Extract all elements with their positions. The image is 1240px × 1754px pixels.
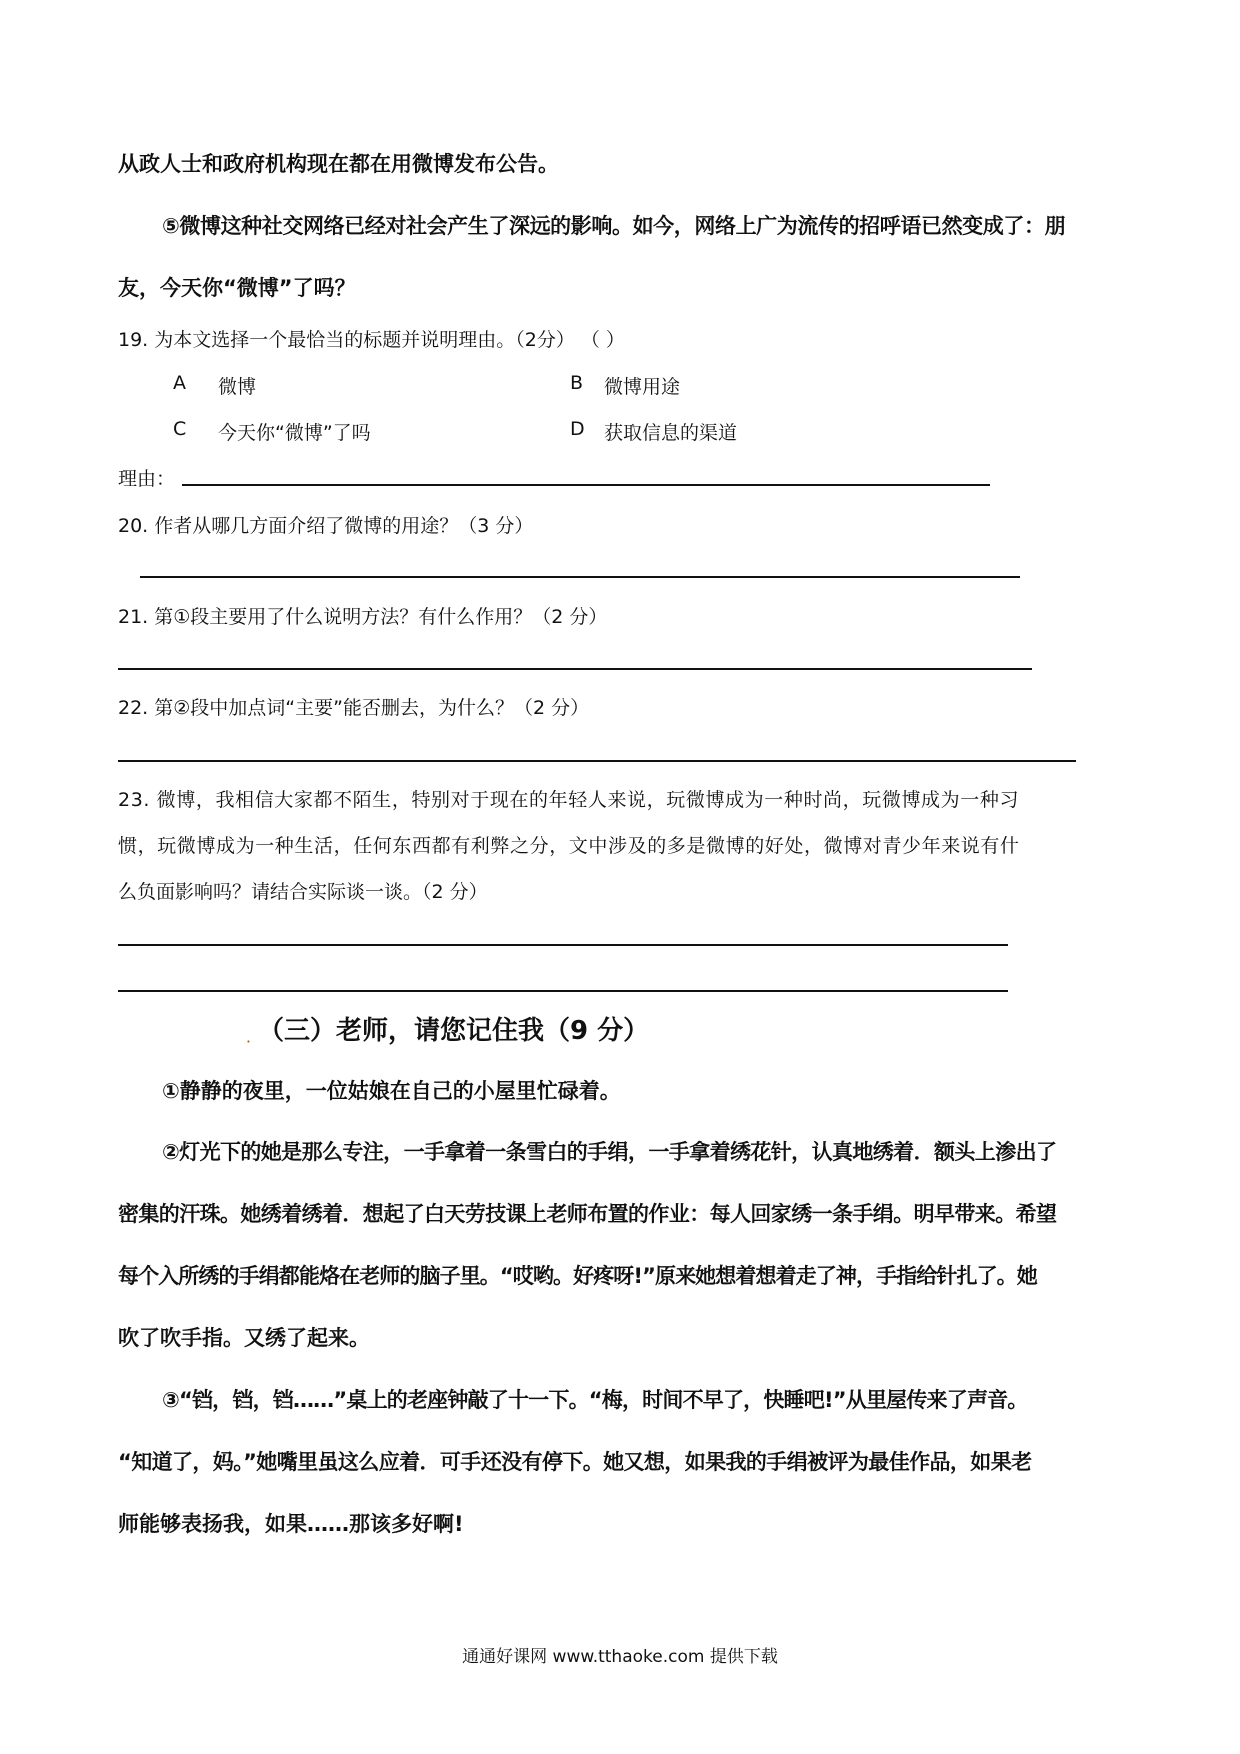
q19-option-d-letter: D bbox=[570, 418, 585, 440]
section3-title: （三）老师，请您记住我（9 分） bbox=[258, 1016, 650, 1046]
question-23-line1: 23. 微博，我相信大家都不陌生，特别对于现在的年轻人来说，玩微博成为一种时尚，玩微博成为一种习 bbox=[118, 789, 1020, 811]
question-22-stem: 22. 第②段中加点词“主要”能否删去，为什么？（2 分） bbox=[118, 697, 590, 719]
section3-p2-line2: 密集的汗珠。她绣着绣着．想起了白天劳技课上老师布置的作业：每人回家绣一条手绢。明早带来。希望 bbox=[118, 1202, 1057, 1226]
passage-p4-tail: 从政人士和政府机构现在都在用微博发布公告。 bbox=[118, 152, 559, 176]
q19-option-c-letter: C bbox=[173, 418, 187, 440]
page-footer: 通通好课网 www.tthaoke.com 提供下载 bbox=[462, 1647, 778, 1667]
q19-answer-line[interactable] bbox=[182, 484, 990, 486]
question-20-stem: 20. 作者从哪几方面介绍了微博的用途？（3 分） bbox=[118, 515, 534, 537]
passage-p5-line1: ⑤微博这种社交网络已经对社会产生了深远的影响。如今，网络上广为流传的招呼语已然变成了：朋 bbox=[162, 214, 1066, 238]
section3-p2-line1: ②灯光下的她是那么专注，一手拿着一条雪白的手绢，一手拿着绣花针，认真地绣着．额头上渗出了 bbox=[162, 1140, 1057, 1164]
q21-answer-line[interactable] bbox=[118, 668, 1032, 670]
q20-answer-line[interactable] bbox=[140, 576, 1020, 578]
section3-p1: ①静静的夜里，一位姑娘在自己的小屋里忙碌着。 bbox=[162, 1079, 621, 1103]
q19-option-b-letter: B bbox=[570, 372, 584, 394]
q23-answer-line-1[interactable] bbox=[118, 944, 1008, 946]
question-23-line2: 惯，玩微博成为一种生活，任何东西都有利弊之分，文中涉及的多是微博的好处，微博对青少年来说有什 bbox=[118, 835, 1020, 857]
q19-option-a-text: 微博 bbox=[218, 376, 257, 398]
section3-marker: ． bbox=[246, 1027, 263, 1046]
passage-p5-line2: 友，今天你“微博”了吗？ bbox=[118, 276, 356, 300]
question-21-stem: 21. 第①段主要用了什么说明方法？有什么作用？（2 分） bbox=[118, 606, 608, 628]
q19-option-c-text: 今天你“微博”了吗 bbox=[218, 422, 371, 444]
q19-option-d-text: 获取信息的渠道 bbox=[604, 422, 738, 444]
section3-p2-line4: 吹了吹手指。又绣了起来。 bbox=[118, 1326, 370, 1350]
q22-answer-line[interactable] bbox=[118, 760, 1076, 762]
q19-option-b-text: 微博用途 bbox=[604, 376, 681, 398]
question-19-stem: 19. 为本文选择一个最恰当的标题并说明理由。（2分） （ ） bbox=[118, 329, 625, 351]
section3-p3-line1: ③“铛，铛，铛……”桌上的老座钟敲了十一下。“梅，时间不早了，快睡吧!”从里屋传来了声音。 bbox=[162, 1388, 1028, 1412]
section3-p3-line2: “知道了，妈。”她嘴里虽这么应着．可手还没有停下。她又想，如果我的手绢被评为最佳作品，如果老 bbox=[118, 1450, 1032, 1474]
q19-reason-label: 理由： bbox=[118, 468, 176, 490]
section3-p2-line3: 每个入所绣的手绢都能烙在老师的脑子里。“哎哟。好疼呀!”原来她想着想着走了神，手指给针扎了。她 bbox=[118, 1264, 1037, 1288]
section3-p3-line3: 师能够表扬我，如果……那该多好啊! bbox=[118, 1512, 464, 1536]
q19-option-a-letter: A bbox=[173, 372, 186, 394]
q23-answer-line-2[interactable] bbox=[118, 990, 1008, 992]
question-23-line3: 么负面影响吗？请结合实际谈一谈。（2 分） bbox=[118, 881, 488, 903]
